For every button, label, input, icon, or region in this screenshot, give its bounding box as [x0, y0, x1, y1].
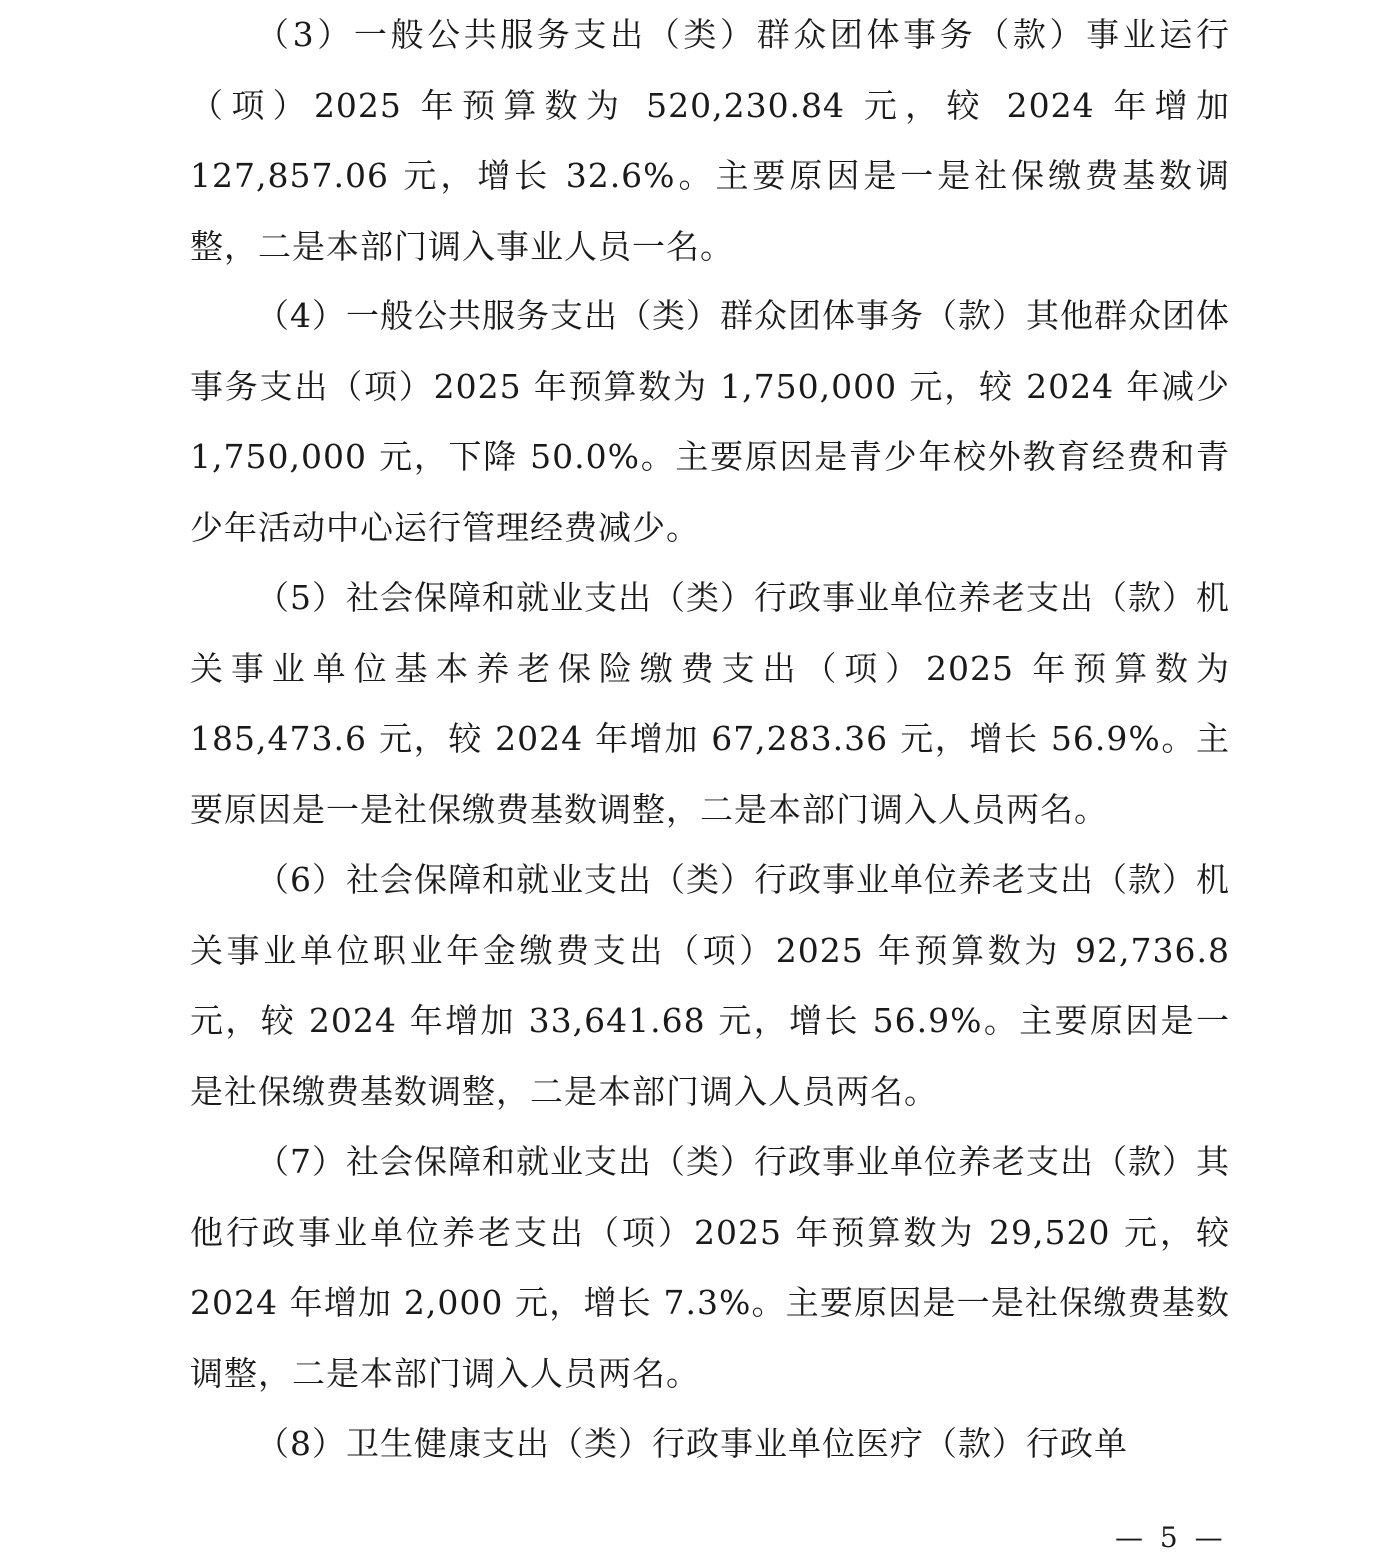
paragraph-item-3: （3）一般公共服务支出（类）群众团体事务（款）事业运行（项）2025 年预算数为 520,230.84 元，较 2024 年增加 127,857.06 元，增长 32.6%。主要原因是一是社保缴费基数调整，二是本部门调入事业人员一名。	[190, 15, 1230, 266]
paragraph-item-4: （4）一般公共服务支出（类）群众团体事务（款）其他群众团体事务支出（项）2025 年预算数为 1,750,000 元，较 2024 年减少 1,750,000 元，下降 50.0%。主要原因是青少年校外教育经费和青少年活动中心运行管理经费减少。	[190, 296, 1230, 547]
paragraph-item-7: （7）社会保障和就业支出（类）行政事业单位养老支出（款）其他行政事业单位养老支出（项）2025 年预算数为 29,520 元，较 2024 年增加 2,000 元，增长 7.3%。主要原因是一是社保缴费基数调整，二是本部门调入人员两名。	[190, 1142, 1230, 1393]
paragraph-item-8: （8）卫生健康支出（类）行政事业单位医疗（款）行政单	[256, 1424, 1128, 1463]
paragraph-item-5: （5）社会保障和就业支出（类）行政事业单位养老支出（款）机关事业单位基本养老保险缴费支出（项）2025 年预算数为 185,473.6 元，较 2024 年增加 67,283.36 元，增长 56.9%。主要原因是一是社保缴费基数调整，二是本部门调入人员两名。	[190, 578, 1230, 829]
page-number: — 5 —	[1115, 1521, 1227, 1554]
paragraph-item-6: （6）社会保障和就业支出（类）行政事业单位养老支出（款）机关事业单位职业年金缴费支出（项）2025 年预算数为 92,736.8 元，较 2024 年增加 33,641.68 元，增长 56.9%。主要原因是一是社保缴费基数调整，二是本部门调入人员两名。	[190, 860, 1230, 1111]
